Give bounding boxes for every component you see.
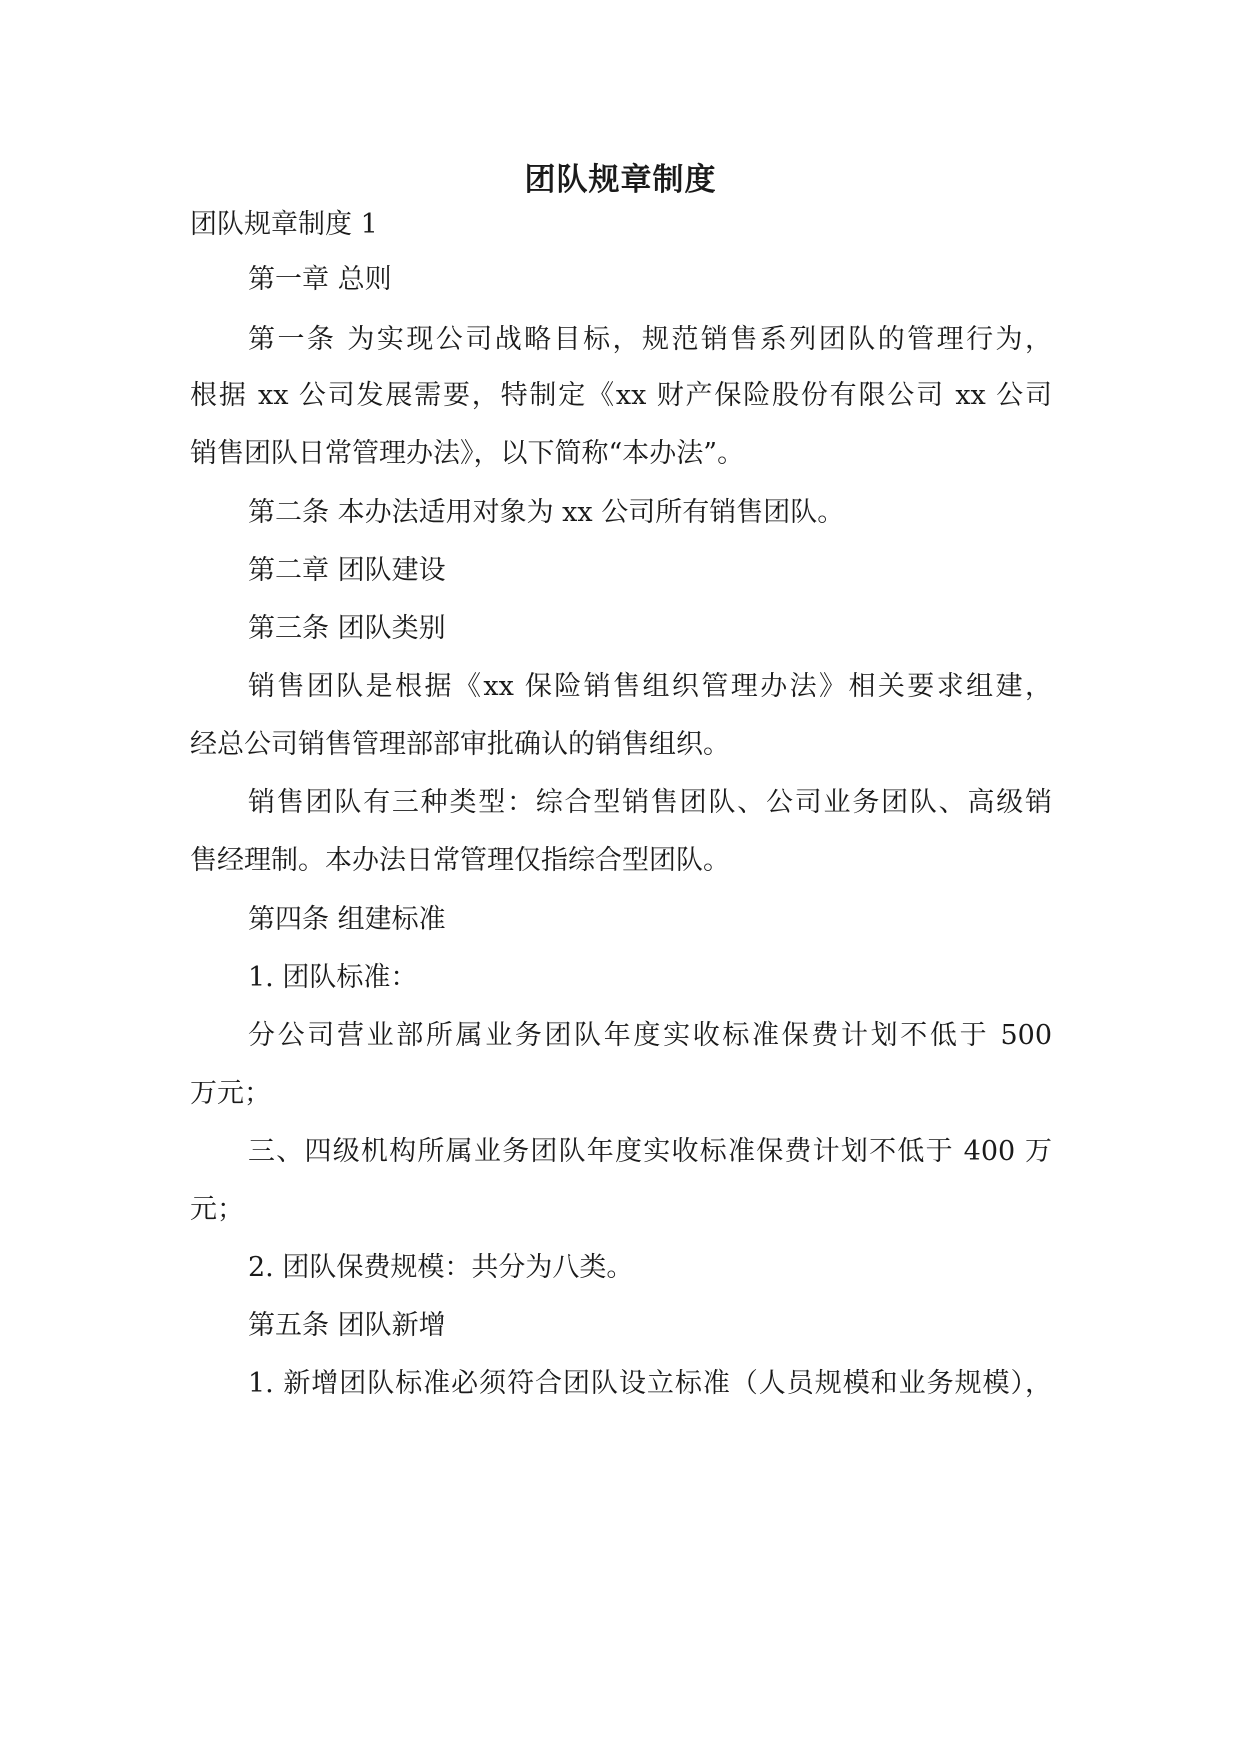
paragraph-line: 万元；: [190, 1078, 271, 1109]
article-heading: 第五条 团队新增: [248, 1310, 446, 1341]
paragraph-line: 第一条 为实现公司战略目标，规范销售系列团队的管理行为，: [248, 324, 1052, 355]
paragraph-line: 经总公司销售管理部部审批确认的销售组织。: [190, 729, 730, 760]
section-heading: 团队规章制度 1: [190, 209, 378, 240]
paragraph-line: 三、四级机构所属业务团队年度实收标准保费计划不低于 400 万: [248, 1136, 1052, 1167]
chapter-heading: 第一章 总则: [248, 264, 392, 295]
paragraph-line: 元；: [190, 1194, 244, 1225]
list-item: 1. 团队标准：: [248, 962, 418, 993]
document-title: 团队规章制度: [524, 162, 717, 198]
paragraph-line: 根据 xx 公司发展需要，特制定《xx 财产保险股份有限公司 xx 公司: [190, 380, 1052, 411]
list-item: 2. 团队保费规模：共分为八类。: [248, 1252, 634, 1283]
paragraph-line: 销售团队是根据《xx 保险销售组织管理办法》相关要求组建，: [248, 671, 1052, 702]
chapter-heading: 第二章 团队建设: [248, 555, 446, 586]
list-item: 1. 新增团队标准必须符合团队设立标准（人员规模和业务规模），: [248, 1368, 1052, 1399]
paragraph-line: 第二条 本办法适用对象为 xx 公司所有销售团队。: [248, 497, 845, 528]
article-heading: 第三条 团队类别: [248, 613, 446, 644]
paragraph-line: 分公司营业部所属业务团队年度实收标准保费计划不低于 500: [248, 1020, 1052, 1051]
paragraph-line: 销售团队日常管理办法》，以下简称“本办法”。: [190, 438, 745, 469]
paragraph-line: 售经理制。本办法日常管理仅指综合型团队。: [190, 845, 730, 876]
paragraph-line: 销售团队有三种类型：综合型销售团队、公司业务团队、高级销: [248, 787, 1052, 818]
article-heading: 第四条 组建标准: [248, 904, 446, 935]
